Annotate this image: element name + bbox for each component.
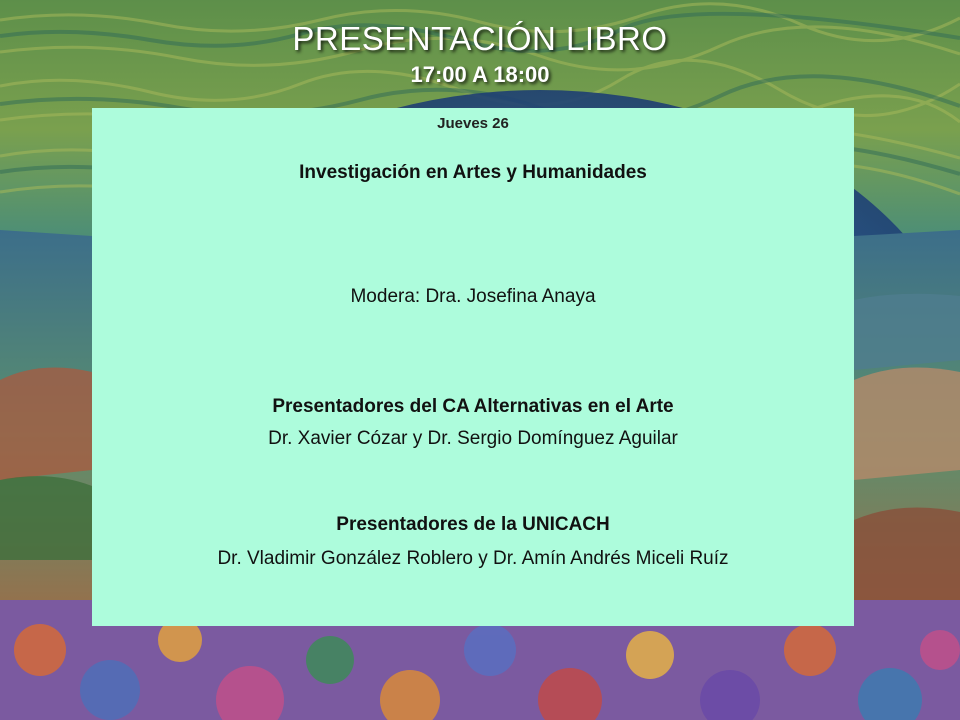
presenters-group-names: Dr. Vladimir González Roblero y Dr. Amín Andrés Miceli Ruíz [217,548,729,569]
event-time: 17:00 A 18:00 [410,62,550,87]
presenters-group-heading: Presentadores de la UNICACH [336,514,610,535]
event-card [92,108,854,626]
event-topic: Investigación en Artes y Humanidades [299,162,647,183]
presenters-group-heading: Presentadores del CA Alternativas en el Arte [272,396,674,417]
header [0,18,960,88]
presenters-group-names: Dr. Xavier Cózar y Dr. Sergio Domínguez Aguilar [268,428,678,449]
event-day: Jueves 26 [437,115,509,132]
moderator-line: Modera: Dra. Josefina Anaya [350,286,596,307]
page-title: PRESENTACIÓN LIBRO [292,20,668,57]
